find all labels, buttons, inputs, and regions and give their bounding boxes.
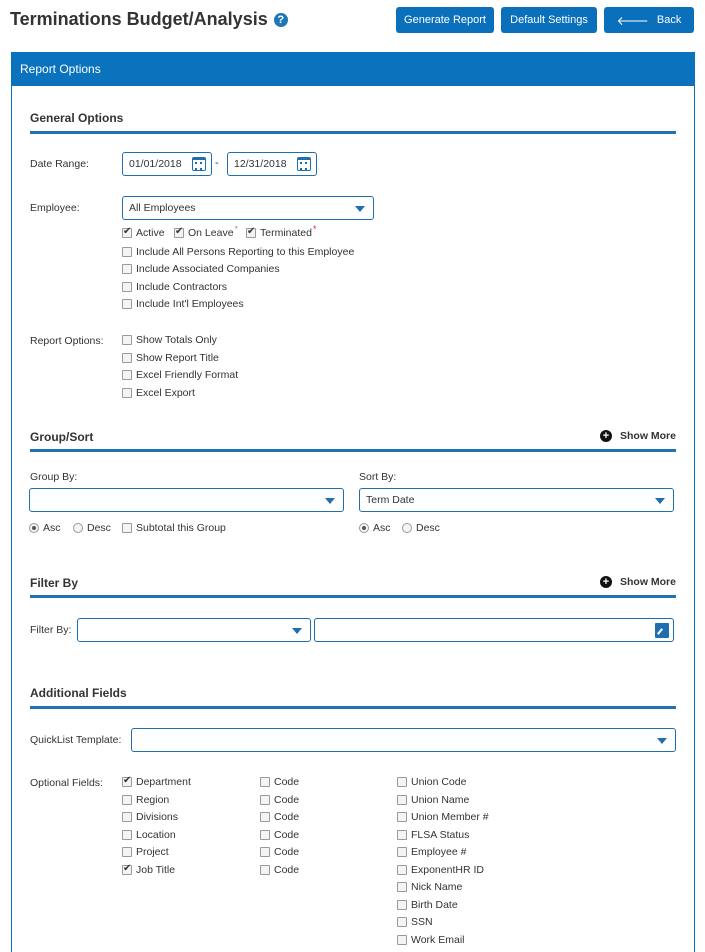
desc-label: Desc: [87, 522, 111, 534]
section-divider: [30, 706, 676, 709]
status-on-leave-checkbox[interactable]: [174, 224, 239, 239]
field-department-checkbox[interactable]: [122, 776, 191, 788]
checkbox-box[interactable]: [122, 795, 132, 805]
date-range-label: Date Range:: [30, 158, 89, 170]
generate-report-label: Generate Report: [404, 14, 486, 26]
optional-fields-label: Optional Fields:: [30, 777, 103, 789]
status-active-checkbox[interactable]: [122, 227, 165, 239]
help-icon[interactable]: ?: [274, 13, 288, 27]
employee-select[interactable]: [122, 196, 374, 220]
field-divisions-code-checkbox[interactable]: [260, 811, 299, 823]
field-label: Code: [274, 864, 300, 876]
field-label: Union Member #: [411, 811, 489, 823]
sort-asc-radio[interactable]: [359, 522, 391, 534]
date-from-input[interactable]: [122, 152, 212, 176]
checkbox-box[interactable]: [122, 523, 132, 533]
field-union-code-checkbox[interactable]: [397, 776, 466, 788]
checkbox-box[interactable]: [397, 900, 407, 910]
field-label: Divisions: [136, 811, 179, 823]
field-label: FLSA Status: [411, 829, 470, 841]
page-title-text: Terminations Budget/Analysis: [10, 9, 268, 29]
checkbox-box[interactable]: [122, 299, 132, 309]
status-active-label: Active: [136, 227, 165, 239]
status-on-leave-label: On Leave: [188, 227, 234, 239]
generate-report-button[interactable]: [396, 7, 494, 33]
field-label: Nick Name: [411, 881, 463, 893]
filter-by-label: Filter By:: [30, 624, 72, 636]
show-totals-label: Show Totals Only: [136, 334, 217, 346]
include-intl-checkbox[interactable]: [122, 298, 244, 310]
checkbox-box[interactable]: [397, 847, 407, 857]
field-label: SSN: [411, 916, 433, 928]
sort-desc-radio[interactable]: [402, 522, 440, 534]
section-filter-by: Filter By: [30, 576, 79, 590]
show-title-label: Show Report Title: [136, 352, 219, 364]
show-totals-checkbox[interactable]: [122, 334, 217, 346]
status-terminated-checkbox[interactable]: [246, 224, 317, 239]
checkbox-box[interactable]: [174, 228, 184, 238]
field-label: Code: [274, 794, 300, 806]
show-title-checkbox[interactable]: [122, 352, 219, 364]
chevron-down-icon: [657, 738, 667, 744]
chevron-down-icon: [292, 628, 302, 634]
checkbox-box[interactable]: [122, 335, 132, 345]
checkbox-box[interactable]: [246, 228, 256, 238]
quicklist-label: QuickList Template:: [30, 734, 122, 746]
checkbox-box[interactable]: [397, 882, 407, 892]
asterisk-marker: *: [234, 224, 239, 234]
sort-by-select[interactable]: [359, 488, 674, 512]
field-exponenthr-id-checkbox[interactable]: [397, 864, 484, 876]
excel-export-label: Excel Export: [136, 387, 195, 399]
report-options-label: Report Options:: [30, 335, 104, 347]
excel-friendly-checkbox[interactable]: [122, 369, 238, 381]
radio-dot[interactable]: [359, 523, 369, 533]
sort-by-label: Sort By:: [359, 471, 397, 483]
excel-export-checkbox[interactable]: [122, 387, 195, 399]
field-region-code-checkbox[interactable]: [260, 794, 299, 806]
asc-label: Asc: [373, 522, 391, 534]
plus-circle-icon: +: [600, 576, 612, 588]
group-by-select[interactable]: [29, 488, 344, 512]
field-label: Code: [274, 811, 300, 823]
field-label: Employee #: [411, 846, 467, 858]
back-label: Back: [656, 14, 682, 26]
checkbox-box[interactable]: [122, 370, 132, 380]
checkbox-box[interactable]: [122, 228, 132, 238]
filter-value-input[interactable]: [314, 618, 674, 642]
field-label: Code: [274, 829, 300, 841]
chevron-down-icon: [355, 206, 365, 212]
checkbox-box[interactable]: [122, 865, 132, 875]
chevron-down-icon: [655, 498, 665, 504]
field-location-code-checkbox[interactable]: [260, 829, 299, 841]
include-contractors-label: Include Contractors: [136, 281, 228, 293]
calendar-icon[interactable]: [297, 157, 311, 171]
checkbox-box[interactable]: [260, 795, 270, 805]
date-to-value: 12/31/2018: [234, 158, 287, 170]
group-desc-radio[interactable]: [73, 522, 111, 534]
default-settings-button[interactable]: [501, 7, 597, 33]
include-associated-checkbox[interactable]: [122, 263, 280, 275]
employee-select-value: All Employees: [129, 202, 196, 214]
checkbox-box[interactable]: [260, 777, 270, 787]
field-label: Project: [136, 846, 169, 858]
checkbox-box[interactable]: [122, 247, 132, 257]
page-title: [10, 9, 288, 30]
field-project-code-checkbox[interactable]: [260, 846, 299, 858]
required-marker: *: [312, 224, 317, 234]
section-group-sort: Group/Sort: [30, 430, 94, 444]
field-label: Code: [274, 846, 300, 858]
field-label: Union Name: [411, 794, 470, 806]
field-label: Union Code: [411, 776, 467, 788]
asc-label: Asc: [43, 522, 61, 534]
checkbox-box[interactable]: [397, 812, 407, 822]
field-union-name-checkbox[interactable]: [397, 794, 469, 806]
checkbox-box[interactable]: [122, 812, 132, 822]
checkbox-box[interactable]: [397, 935, 407, 945]
checkbox-box[interactable]: [397, 865, 407, 875]
checkbox-box[interactable]: [122, 264, 132, 274]
field-label: Location: [136, 829, 176, 841]
subtotal-label: Subtotal this Group: [136, 522, 226, 534]
checkbox-box[interactable]: [122, 282, 132, 292]
field-work-email-checkbox[interactable]: [397, 934, 464, 946]
calendar-icon[interactable]: [192, 157, 206, 171]
sort-by-value: Term Date: [366, 494, 415, 506]
employee-label: Employee:: [30, 202, 80, 214]
include-reporting-checkbox[interactable]: [122, 246, 354, 258]
date-to-input[interactable]: [227, 152, 317, 176]
section-divider: [30, 131, 676, 134]
field-employee-number-checkbox[interactable]: [397, 846, 466, 858]
filter-show-more[interactable]: [600, 576, 676, 588]
quicklist-select[interactable]: [131, 728, 676, 752]
date-from-value: 01/01/2018: [129, 158, 182, 170]
section-divider: [30, 449, 676, 452]
include-intl-label: Include Int'l Employees: [136, 298, 244, 310]
include-reporting-label: Include All Persons Reporting to this Employee: [136, 246, 355, 258]
field-nick-name-checkbox[interactable]: [397, 881, 462, 893]
checkbox-box[interactable]: [397, 777, 407, 787]
field-label: Department: [136, 776, 191, 788]
field-location-checkbox[interactable]: [122, 829, 176, 841]
excel-friendly-label: Excel Friendly Format: [136, 369, 239, 381]
field-divisions-checkbox[interactable]: [122, 811, 178, 823]
group-sort-show-more[interactable]: [600, 430, 676, 442]
subtotal-group-checkbox[interactable]: [122, 522, 226, 534]
checkbox-box[interactable]: [260, 847, 270, 857]
field-project-checkbox[interactable]: [122, 846, 169, 858]
field-union-member-checkbox[interactable]: [397, 811, 489, 823]
field-label: Job Title: [136, 864, 176, 876]
field-label: Code: [274, 776, 300, 788]
section-general-options: General Options: [30, 111, 124, 125]
field-label: Birth Date: [411, 899, 458, 911]
checkbox-box[interactable]: [260, 812, 270, 822]
field-label: Work Email: [411, 934, 465, 946]
edit-icon[interactable]: [655, 623, 669, 638]
field-flsa-status-checkbox[interactable]: [397, 829, 469, 841]
include-associated-label: Include Associated Companies: [136, 263, 280, 275]
checkbox-box[interactable]: [122, 830, 132, 840]
default-settings-label: Default Settings: [510, 14, 588, 26]
radio-dot[interactable]: [402, 523, 412, 533]
plus-circle-icon: +: [600, 430, 612, 442]
date-separator: -: [215, 157, 219, 169]
status-terminated-label: Terminated: [260, 227, 312, 239]
checkbox-box[interactable]: [260, 830, 270, 840]
include-contractors-checkbox[interactable]: [122, 281, 227, 293]
field-job-title-checkbox[interactable]: [122, 864, 175, 876]
chevron-down-icon: [325, 498, 335, 504]
radio-dot[interactable]: [73, 523, 83, 533]
checkbox-box[interactable]: [260, 865, 270, 875]
field-department-code-checkbox[interactable]: [260, 776, 299, 788]
field-birth-date-checkbox[interactable]: [397, 899, 458, 911]
checkbox-box[interactable]: [122, 847, 132, 857]
field-label: Region: [136, 794, 170, 806]
checkbox-box[interactable]: [122, 777, 132, 787]
field-ssn-checkbox[interactable]: [397, 916, 433, 928]
show-more-label: Show More: [619, 430, 676, 442]
group-by-label: Group By:: [30, 471, 78, 483]
section-additional-fields: Additional Fields: [30, 686, 127, 700]
filter-field-select[interactable]: [77, 618, 311, 642]
back-button[interactable]: [604, 7, 694, 33]
radio-dot[interactable]: [29, 523, 39, 533]
show-more-label: Show More: [619, 576, 676, 588]
checkbox-box[interactable]: [397, 917, 407, 927]
checkbox-box[interactable]: [397, 830, 407, 840]
field-label: ExponentHR ID: [411, 864, 484, 876]
section-divider: [30, 595, 676, 598]
group-asc-radio[interactable]: [29, 522, 61, 534]
arrow-left-icon: 🡐: [616, 13, 649, 28]
checkbox-box[interactable]: [122, 388, 132, 398]
desc-label: Desc: [416, 522, 440, 534]
field-region-checkbox[interactable]: [122, 794, 169, 806]
checkbox-box[interactable]: [122, 353, 132, 363]
checkbox-box[interactable]: [397, 795, 407, 805]
field-job-title-code-checkbox[interactable]: [260, 864, 299, 876]
panel-header: Report Options: [12, 53, 694, 86]
